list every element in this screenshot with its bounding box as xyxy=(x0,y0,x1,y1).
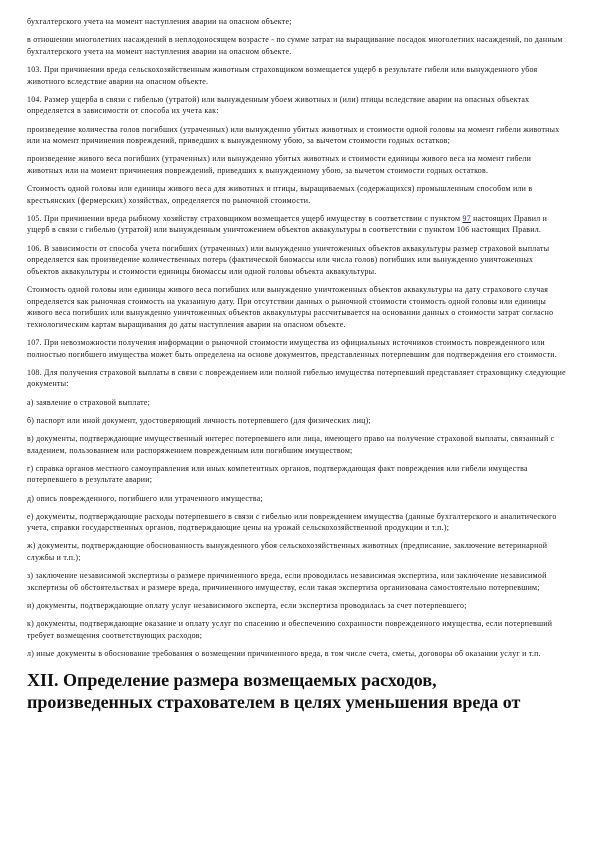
list-item: г) справка органов местного самоуправления или иных компетентных органов, подтверждающая факт повреждения или гибели имущества потерпевшего в результате аварии; xyxy=(27,463,528,485)
paragraph: Стоимость одной головы или единицы живого веса для животных и птицы, выращиваемых (содержащихся) промышленным способом или в крестьянских (фермерских) хозяйствах, определяется по рыночной стоимости. xyxy=(27,184,533,205)
paragraph-text: 105. При причинении вреда рыбному хозяйству страховщиком возмещается ущерб имуществу в соответствии с пунктом xyxy=(27,213,463,223)
paragraph: бухгалтерского учета на момент наступления аварии на опасном объекте; xyxy=(27,17,292,26)
paragraph-text: настоящих Правил и ущерб в связи с гибелью (утратой) или вынужденным уничтожением объектов аквакультуры в соответствии с пунктом 106 настоящих Правил. xyxy=(27,213,548,235)
paragraph-item-108: 108. Для получения страховой выплаты в связи с повреждением или полной гибелью имущества потерпевший представляет страховщику следующие документы: xyxy=(27,367,566,389)
list-item: з) заключение независимой экспертизы о размере причиненного вреда, если проводилась независимая экспертиза, или заключение независимой экспертизы об обстоятельствах и размере вреда, причиненного имуществу, если такая экспертиза организована самостоятельно потерпевшим; xyxy=(27,571,547,592)
paragraph: произведение живого веса погибших (утраченных) или вынужденно убитых животных и стоимости единицы живого веса на момент гибели животных или на момент причинения повреждений, приведших к вынужденному убою, за вычетом стоимости годных остатков. xyxy=(27,154,532,175)
list-item: ж) документы, подтверждающие обоснованность вынужденного убоя сельскохозяйственных животных (предписание, заключение ветеринарной службы и т.п.); xyxy=(27,541,548,563)
paragraph: произведение количества голов погибших (утраченных) или вынужденно убитых животных и стоимости одной головы на момент гибели животных или на момент причинения повреждений, приведших к вынужденному убою, за вычетом стоимости годных остатков; xyxy=(27,124,560,146)
section-heading-line: произведенных страхователем в целях уменьшения вреда от xyxy=(27,691,521,712)
list-item: и) документы, подтверждающие оплату услуг независимого эксперта, если экспертиза проводилась за счет потерпевшего; xyxy=(27,601,467,611)
section-heading-line: XII. Определение размера возмещаемых расходов, xyxy=(27,669,437,690)
paragraph: Стоимость одной головы или единицы живого веса погибших или вынужденно уничтоженных объектов аквакультуры на дату страхового случая определяется как рыночная стоимость на указанную дату. При отсутствии данных о рыночной стоимости стоимость одной головы или единицы живого веса погибших или вынужденно уничтоженных объектов аквакультуры рассчитывается на основании данных о стоимости затрат согласно технологическим картам выращивания до даты наступления аварии на опасном объекте. xyxy=(27,285,554,329)
paragraph-item-107: 107. При невозможности получения информации о рыночной стоимости имущества из официальных источников стоимость поврежденного или полностью погибшего имущества может быть определена на основе документов, представленных потерпевшим для подтверждения его стоимости. xyxy=(27,338,557,359)
list-item: в) документы, подтверждающие имущественный интерес потерпевшего или лица, имеющего право на получение страховой выплаты, связанный с владением, пользованием или распоряжением поврежденным или погибшим имуществом; xyxy=(27,433,555,455)
document-page xyxy=(27,16,567,713)
clause-reference-link[interactable]: 97 xyxy=(462,213,471,223)
list-item: а) заявление о страховой выплате; xyxy=(27,397,151,407)
paragraph: в отношении многолетних насаждений в неплодоносящем возрасте - по сумме затрат на выращивание посадок многолетних насаждений, по данным бухгалтерского учета на момент наступления аварии на опасном объекте. xyxy=(27,35,563,56)
paragraph-item-103: 103. При причинении вреда сельскохозяйственным животным страховщиком возмещается ущерб в результате гибели или вынужденного убоя животного вследствие аварии на опасном объекте. xyxy=(27,64,538,86)
list-item: д) опись поврежденного, погибшего или утраченного имущества; xyxy=(27,493,263,503)
paragraph-item-106: 106. В зависимости от способа учета погибших (утраченных) или вынужденно уничтоженных объектов аквакультуры размер страховой выплаты определяется как произведение количественных потерь (фактической биомассы или числа голов) погибших или вынужденно уничтоженных объектов аквакультуры и стоимости единицы биомассы или одной головы объекта аквакультуры. xyxy=(27,243,550,276)
section-heading xyxy=(27,669,567,713)
paragraph-item-105 xyxy=(27,213,567,236)
paragraph-item-104: 104. Размер ущерба в связи с гибелью (утратой) или вынужденным убоем животных и (или) птицы вследствие аварии на опасных объектах определяется в зависимости от способа их учета как: xyxy=(27,94,530,116)
list-item: к) документы, подтверждающие оказание и оплату услуг по спасению и обеспечению сохранности поврежденного имущества, если потерпевший требует возмещения соответствующих расходов; xyxy=(27,619,553,640)
list-item: б) паспорт или иной документ, удостоверяющий личность потерпевшего (для физических лиц); xyxy=(27,415,371,425)
list-item: е) документы, подтверждающие расходы потерпевшего в связи с гибелью или повреждением имущества (данные бухгалтерского и аналитического учета, справки государственных органов, подтверждающие цены на урожай сельскохозяйственной продукции и т.п.); xyxy=(27,511,557,533)
list-item: л) иные документы в обоснование требования о возмещении причиненного вреда, в том числе счета, сметы, договоры об оказании услуг и т.п. xyxy=(27,649,541,658)
